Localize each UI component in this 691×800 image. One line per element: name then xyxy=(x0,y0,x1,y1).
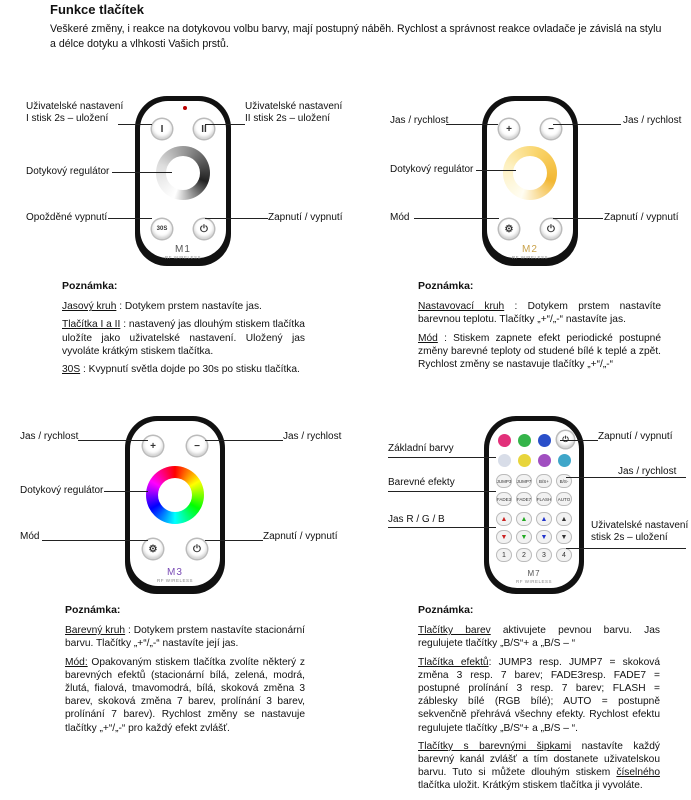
term: Mód: xyxy=(65,656,88,668)
note-m2 xyxy=(418,280,661,376)
note-text: : Dotykem prstem nastavíte stacionární barvu. Tlačítky „+“/„-“ nastavíte její jas. xyxy=(65,625,305,650)
white-up-arrow-icon[interactable]: ▲ xyxy=(557,513,571,525)
leader-line xyxy=(566,548,686,549)
label-touch: Dotykový regulátor xyxy=(20,485,104,496)
number-button[interactable]: 4 xyxy=(557,549,571,561)
led-indicator xyxy=(183,106,187,110)
label-user: Uživatelské nastavení stisk 2s – uložení xyxy=(591,520,689,543)
remote-m3 xyxy=(125,416,225,594)
plus-button[interactable]: + xyxy=(143,436,163,456)
note-text: : Kvypnutí světla dojde po 30s po stisku tlačítka. xyxy=(82,364,300,376)
model-label: M1 xyxy=(175,244,191,255)
term: číselného xyxy=(616,767,660,779)
delay-off-button[interactable]: 30S xyxy=(152,219,172,239)
color-button-cyan[interactable] xyxy=(558,454,571,467)
effect-button[interactable]: JUMP3 xyxy=(497,475,511,487)
leader-line xyxy=(205,124,245,125)
note-text: aktivujete pevnou barvu. Jas regulujete tlačítky „B/S“+ a „B/S – “ xyxy=(418,625,660,650)
mode-button[interactable]: ⚙ xyxy=(143,539,163,559)
color-button-purple[interactable] xyxy=(538,454,551,467)
note-m3 xyxy=(65,604,305,740)
note-m7 xyxy=(418,604,660,798)
blue-down-arrow-icon[interactable]: ▼ xyxy=(537,531,551,543)
label-rgb: Jas R / G / B xyxy=(388,514,445,525)
effect-button[interactable]: JUMP7 xyxy=(517,475,531,487)
leader-line xyxy=(205,540,263,541)
term: Mód xyxy=(418,332,438,344)
leader-line xyxy=(566,477,686,478)
brand-label: RF WIRELESS xyxy=(164,255,201,260)
brand-label: RF WIRELESS xyxy=(511,255,548,260)
label-mode: Mód xyxy=(20,531,40,542)
note-heading: Poznámka: xyxy=(62,280,118,292)
intro-text: Veškeré změny, i reakce na dotykovou volbu barvy, mají postupný náběh. Rychlost a správnost reakce ovladače je závislá na stylu a délce dotyku a vlhkosti Vašich prstů. xyxy=(50,23,662,50)
note-text: : Dotykem prstem nastavíte barevnou teplotu. Tlačítky „+“/„-“ nastavíte jas. xyxy=(418,301,661,326)
leader-line xyxy=(414,218,499,219)
red-down-arrow-icon[interactable]: ▼ xyxy=(497,531,511,543)
note-text: : Stiskem zapnete efekt periodické postupné změny barevné teploty od studené bílé k teplé a zpět. Rychlost změny se nastavuje tlačítky „+“/„-“ xyxy=(418,332,661,371)
leader-line xyxy=(104,491,148,492)
note-text: nastavíte každý barevný kanál zvlášť a tím dostanete uživatelskou barvu. Tuto si můžete dlouhým stiskem xyxy=(418,740,660,779)
green-down-arrow-icon[interactable]: ▼ xyxy=(517,531,531,543)
remote-m7 xyxy=(484,416,584,594)
color-button-pink[interactable] xyxy=(498,434,511,447)
brightness-ring[interactable] xyxy=(156,146,210,200)
user-2-button[interactable]: II xyxy=(194,119,214,139)
term: Tlačítka I a II xyxy=(62,319,121,331)
color-ring[interactable] xyxy=(146,466,204,524)
note-heading: Poznámka: xyxy=(418,604,474,616)
power-button[interactable]: ⏻ xyxy=(557,431,574,448)
label-bright: Jas / rychlost xyxy=(618,466,677,477)
label-touch: Dotykový regulátor xyxy=(26,166,110,177)
note-text: tlačítka uložit. Krátkým stiskem tlačítka ji vyvoláte. xyxy=(418,780,643,792)
leader-line xyxy=(553,124,621,125)
brand-label: RF WIRELESS xyxy=(515,579,552,584)
power-button[interactable]: ⏻ xyxy=(194,219,214,239)
remote-m2 xyxy=(482,96,578,266)
label-bright-right: Jas / rychlost xyxy=(623,115,682,126)
note-text: : nastavený jas dlouhým stiskem tlačítka uložíte jako uživatelské nastavení. Uložený jas vyvoláte krátkým stiskem tlačítka. xyxy=(62,319,305,357)
color-button-white[interactable] xyxy=(498,454,511,467)
leader-line xyxy=(205,440,283,441)
note-text: : Dotykem prstem nastavíte jas. xyxy=(119,301,262,313)
label-power: Zapnutí / vypnutí xyxy=(598,431,673,442)
term: Jasový kruh xyxy=(62,301,117,313)
power-button[interactable]: ⏻ xyxy=(187,539,207,559)
page-title: Funkce tlačítek xyxy=(50,2,144,17)
brand-label: RF WIRELESS xyxy=(156,578,193,583)
number-button[interactable]: 2 xyxy=(517,549,531,561)
label-bright-left: Jas / rychlost xyxy=(390,115,449,126)
color-button-green[interactable] xyxy=(518,434,531,447)
effect-button[interactable]: B/S+ xyxy=(537,475,551,487)
effect-button[interactable]: AUTO xyxy=(557,493,571,505)
label-mode: Mód xyxy=(390,212,410,223)
model-label: M7 xyxy=(527,569,541,578)
term: Tlačítka efektů xyxy=(418,656,489,668)
mode-button[interactable]: ⚙ xyxy=(499,219,519,239)
leader-line xyxy=(118,124,152,125)
number-button[interactable]: 3 xyxy=(537,549,551,561)
minus-button[interactable]: − xyxy=(541,119,561,139)
leader-line xyxy=(560,440,598,441)
remote-m1 xyxy=(135,96,231,266)
leader-line xyxy=(388,491,496,492)
note-heading: Poznámka: xyxy=(65,604,121,616)
label-user1: Uživatelské nastavení I stisk 2s – uložení xyxy=(26,101,124,124)
leader-line xyxy=(446,124,498,125)
leader-line xyxy=(388,527,496,528)
color-button-yellow[interactable] xyxy=(518,454,531,467)
leader-line xyxy=(553,218,603,219)
term: Barevný kruh xyxy=(65,625,126,637)
note-m1 xyxy=(62,280,305,381)
leader-line xyxy=(205,218,268,219)
effect-button[interactable]: FADE7 xyxy=(517,493,531,505)
term: Tlačítky s barevnými šipkami xyxy=(418,740,572,752)
label-bright-right: Jas / rychlost xyxy=(283,431,342,442)
effect-button[interactable]: FADE3 xyxy=(497,493,511,505)
leader-line xyxy=(476,170,516,171)
blue-up-arrow-icon[interactable]: ▲ xyxy=(537,513,551,525)
leader-line xyxy=(112,172,172,173)
leader-line xyxy=(42,540,148,541)
label-power: Zapnutí / vypnutí xyxy=(604,212,679,223)
leader-line xyxy=(78,440,148,441)
label-power: Zapnutí / vypnutí xyxy=(263,531,338,542)
label-touch: Dotykový regulátor xyxy=(390,164,474,175)
number-button[interactable]: 1 xyxy=(497,549,511,561)
minus-button[interactable]: − xyxy=(187,436,207,456)
note-text: : JUMP3 resp. JUMP7 = skoková změna 3 resp. 7 barev; FADE3resp. FADE7 = postupné prolínání 3 resp. 7 barev; FLASH = záblesky bílé (RGB bílé); AUTO = postupně sekvenčně přehrává všechny efekty. Rychlost efektu regulujete tlačítky „B/S“+ a „B/S – “. xyxy=(418,656,661,734)
model-label: M3 xyxy=(167,567,183,578)
effect-button[interactable]: B/S- xyxy=(557,475,571,487)
color-button-blue[interactable] xyxy=(538,434,551,447)
leader-line xyxy=(388,457,496,458)
model-label: M2 xyxy=(522,244,538,255)
note-heading: Poznámka: xyxy=(418,280,474,292)
term: Nastavovací kruh xyxy=(418,301,505,313)
color-temperature-ring[interactable] xyxy=(503,146,557,200)
leader-line xyxy=(108,218,152,219)
effect-button[interactable]: FLASH xyxy=(537,493,551,505)
term: 30S xyxy=(62,364,81,376)
green-up-arrow-icon[interactable]: ▲ xyxy=(517,513,531,525)
red-up-arrow-icon[interactable]: ▲ xyxy=(497,513,511,525)
term: Tlačítky barev xyxy=(418,625,491,637)
power-button[interactable]: ⏻ xyxy=(541,219,561,239)
plus-button[interactable]: + xyxy=(499,119,519,139)
label-user2: Uživatelské nastavení II stisk 2s – uložení xyxy=(245,101,343,124)
user-1-button[interactable]: I xyxy=(152,119,172,139)
label-delay: Opožděné vypnutí xyxy=(26,212,108,223)
note-text: Opakovaným stiskem tlačítka zvolíte některý z barevných efektů (stacionární bílá, zelená, modrá, žlutá, fialová, tmavomodrá, bílá, skoková změna 3 barev, skoková změna 7 barev, prolínání 3 barev, prolínání 7 barev). Rychlost změny se nastavuje tlačítky „+“/„-“ pro každý efekt zvlášť. xyxy=(65,656,305,734)
label-effects: Barevné efekty xyxy=(388,477,455,488)
label-power: Zapnutí / vypnutí xyxy=(268,212,343,223)
label-bright-left: Jas / rychlost xyxy=(20,431,79,442)
white-down-arrow-icon[interactable]: ▼ xyxy=(557,531,571,543)
label-basic-colors: Základní barvy xyxy=(388,443,454,454)
